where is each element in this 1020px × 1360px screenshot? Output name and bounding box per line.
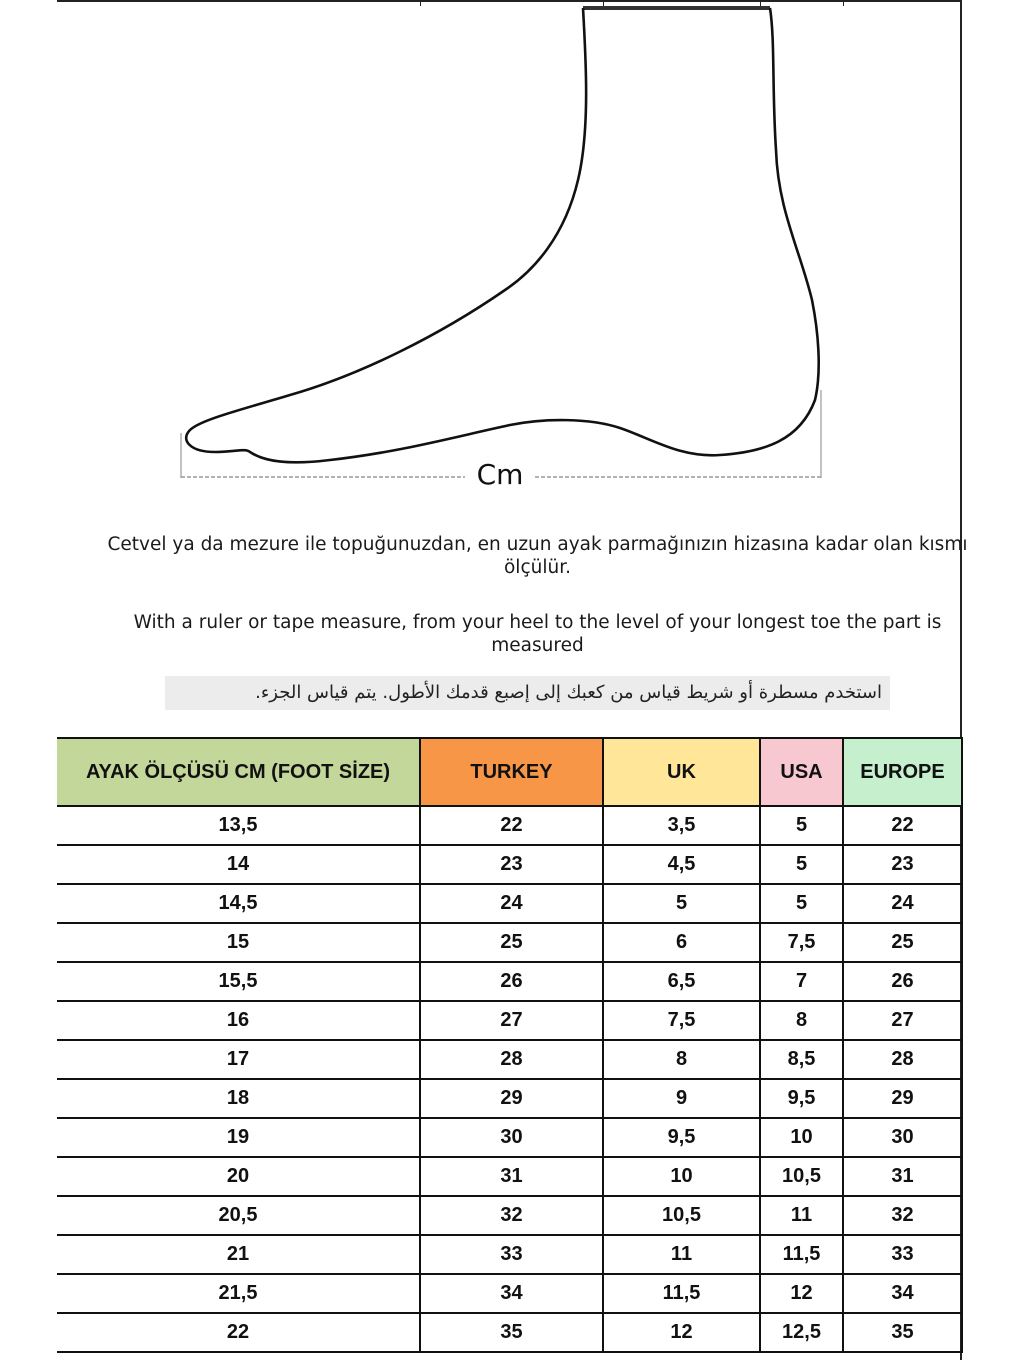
- cell-europe: 24: [843, 884, 962, 923]
- cell-usa: 10: [760, 1118, 843, 1157]
- table-row: [57, 1079, 962, 1118]
- table-row: [57, 1235, 962, 1274]
- header-turkey: TURKEY: [420, 738, 603, 806]
- cell-usa: 7: [760, 962, 843, 1001]
- cell-foot-cm: 20,5: [57, 1196, 420, 1235]
- cell-foot-cm: 13,5: [57, 806, 420, 845]
- table-row: [57, 806, 962, 845]
- cell-usa: 12: [760, 1274, 843, 1313]
- cell-uk: 12: [603, 1313, 760, 1352]
- cell-europe: 34: [843, 1274, 962, 1313]
- cell-foot-cm: 19: [57, 1118, 420, 1157]
- cell-uk: 7,5: [603, 1001, 760, 1040]
- cell-europe: 35: [843, 1313, 962, 1352]
- cell-foot-cm: 20: [57, 1157, 420, 1196]
- size-conversion-table: [57, 737, 963, 1353]
- cell-turkey: 22: [420, 806, 603, 845]
- cell-usa: 11,5: [760, 1235, 843, 1274]
- cell-usa: 5: [760, 806, 843, 845]
- cell-europe: 23: [843, 845, 962, 884]
- cell-uk: 3,5: [603, 806, 760, 845]
- table-row: [57, 1040, 962, 1079]
- cell-uk: 6,5: [603, 962, 760, 1001]
- cell-uk: 8: [603, 1040, 760, 1079]
- cell-europe: 33: [843, 1235, 962, 1274]
- cell-usa: 5: [760, 884, 843, 923]
- table-row: [57, 1274, 962, 1313]
- table-row: [57, 1313, 962, 1352]
- cell-uk: 4,5: [603, 845, 760, 884]
- table-header-row: [57, 738, 962, 806]
- cell-foot-cm: 21,5: [57, 1274, 420, 1313]
- header-foot-size-cm: AYAK ÖLÇÜSÜ CM (FOOT SİZE): [57, 738, 420, 806]
- cell-foot-cm: 15,5: [57, 962, 420, 1001]
- cell-europe: 28: [843, 1040, 962, 1079]
- cell-europe: 25: [843, 923, 962, 962]
- cell-usa: 10,5: [760, 1157, 843, 1196]
- cell-uk: 10: [603, 1157, 760, 1196]
- measure-unit-label: Cm: [476, 458, 524, 491]
- cell-uk: 9: [603, 1079, 760, 1118]
- table-row: [57, 884, 962, 923]
- table-row: [57, 1001, 962, 1040]
- table-row: [57, 845, 962, 884]
- cell-foot-cm: 21: [57, 1235, 420, 1274]
- cell-europe: 32: [843, 1196, 962, 1235]
- cell-turkey: 28: [420, 1040, 603, 1079]
- cell-turkey: 23: [420, 845, 603, 884]
- cell-uk: 10,5: [603, 1196, 760, 1235]
- header-uk: UK: [603, 738, 760, 806]
- cell-turkey: 31: [420, 1157, 603, 1196]
- cell-turkey: 24: [420, 884, 603, 923]
- cell-uk: 11,5: [603, 1274, 760, 1313]
- cell-europe: 31: [843, 1157, 962, 1196]
- table-row: [57, 1118, 962, 1157]
- cell-uk: 5: [603, 884, 760, 923]
- cell-turkey: 27: [420, 1001, 603, 1040]
- cell-europe: 22: [843, 806, 962, 845]
- header-europe: EUROPE: [843, 738, 962, 806]
- cell-usa: 8,5: [760, 1040, 843, 1079]
- cell-uk: 11: [603, 1235, 760, 1274]
- cell-turkey: 26: [420, 962, 603, 1001]
- instruction-turkish: Cetvel ya da mezure ile topuğunuzdan, en uzun ayak parmağınızın hizasına kadar olan kısmı ölçülür.: [107, 534, 968, 578]
- header-usa: USA: [760, 738, 843, 806]
- foot-outline-illustration: [0, 0, 1020, 500]
- cell-usa: 11: [760, 1196, 843, 1235]
- table-row: [57, 962, 962, 1001]
- cell-turkey: 34: [420, 1274, 603, 1313]
- cell-foot-cm: 14,5: [57, 884, 420, 923]
- cell-usa: 7,5: [760, 923, 843, 962]
- cell-europe: 26: [843, 962, 962, 1001]
- cell-usa: 12,5: [760, 1313, 843, 1352]
- cell-europe: 29: [843, 1079, 962, 1118]
- instruction-arabic: استخدم مسطرة أو شريط قياس من كعبك إلى إصبع قدمك الأطول. يتم قياس الجزء.: [165, 676, 890, 710]
- cell-foot-cm: 18: [57, 1079, 420, 1118]
- cell-turkey: 32: [420, 1196, 603, 1235]
- table-row: [57, 923, 962, 962]
- table-row: [57, 1157, 962, 1196]
- table-row: [57, 1196, 962, 1235]
- cell-foot-cm: 14: [57, 845, 420, 884]
- cell-turkey: 35: [420, 1313, 603, 1352]
- cell-foot-cm: 15: [57, 923, 420, 962]
- cell-uk: 9,5: [603, 1118, 760, 1157]
- cell-turkey: 33: [420, 1235, 603, 1274]
- cell-foot-cm: 16: [57, 1001, 420, 1040]
- cell-foot-cm: 22: [57, 1313, 420, 1352]
- cell-uk: 6: [603, 923, 760, 962]
- cell-europe: 27: [843, 1001, 962, 1040]
- cell-usa: 8: [760, 1001, 843, 1040]
- cell-usa: 5: [760, 845, 843, 884]
- cell-turkey: 25: [420, 923, 603, 962]
- cell-turkey: 30: [420, 1118, 603, 1157]
- instruction-english: With a ruler or tape measure, from your heel to the level of your longest toe the part is measured: [133, 612, 942, 656]
- cell-foot-cm: 17: [57, 1040, 420, 1079]
- cell-usa: 9,5: [760, 1079, 843, 1118]
- cell-europe: 30: [843, 1118, 962, 1157]
- cell-turkey: 29: [420, 1079, 603, 1118]
